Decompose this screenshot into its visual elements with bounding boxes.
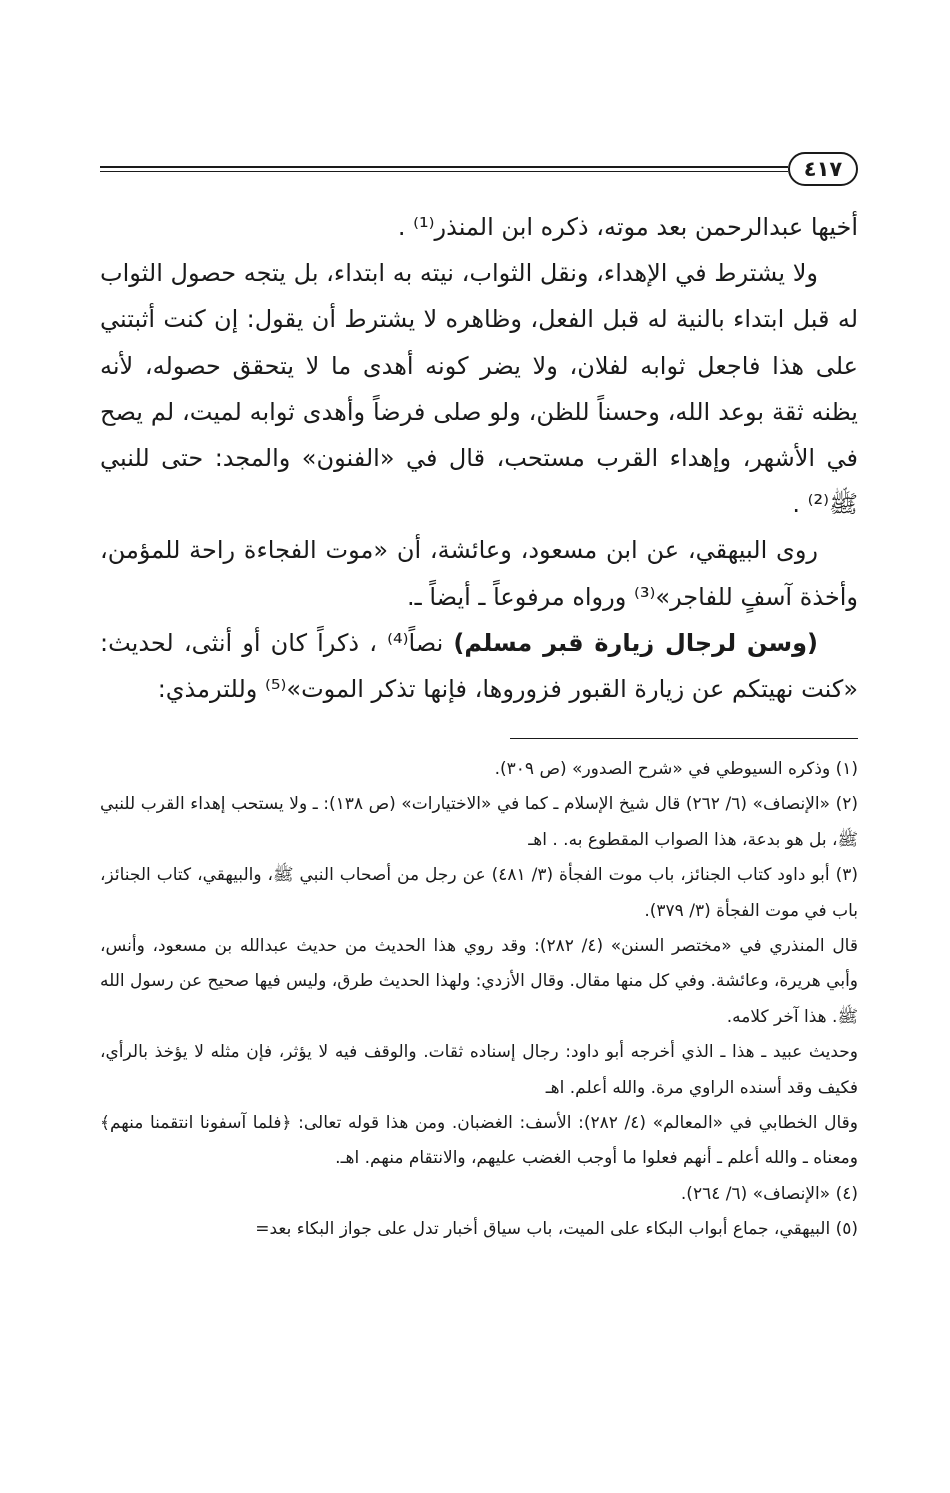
main-paragraph: ولا يشترط في الإهداء، ونقل الثواب، نيته به ابتداء، بل يتجه حصول الثواب له قبل ابتداء بالنية له قبل الفعل، وظاهره لا يشترط أن يقول: إن كنت أثبتني على هذا فاجعل ثوابه لفلان، ولا يضر كونه أهدى ما لا يتحقق حصوله، لأنه يظنه ثقة بوعد الله، وحسناً للظن، ولو صلى فرضاً وأهدى ثوابه لميت، لم يصح في الأشهر، وإهداء القرب مستحب، قال في «الفنون» والمجد: حتى للنبي ﷺ⁽²⁾ . (100, 259, 858, 519)
main-paragraph-rest: نصاً⁽⁴⁾ ، ذكراً كان أو أنثى، لحديث: «كنت نهيتكم عن زيارة القبور فزوروها، فإنها تذكر الموت»⁽⁵⁾ وللترمذي: (100, 628, 858, 704)
main-paragraph: روى البيهقي، عن ابن مسعود، وعائشة، أن «موت الفجاءة راحة للمؤمن، وأخذة آسفٍ للفاجر»⁽³⁾ ورواه مرفوعاً ـ أيضاً ـ. (100, 536, 858, 611)
footnote: (٥) البيهقي، جماع أبواب البكاء على الميت، باب سياق أخبار تدل على جواز البكاء بعد= (255, 1219, 858, 1240)
footnote: (٣) أبو داود كتاب الجنائز، باب موت الفجأة (٣/ ٤٨١) عن رجل من أصحاب النبي ﷺ، والبيهقي، كتاب الجنائز، باب في موت الفجأة (٣/ ٣٧٩). (100, 865, 858, 921)
footnote: وقال الخطابي في «المعالم» (٤/ ٢٨٢): الأسف: الغضبان. ومن هذا قوله تعالى: ﴿فلما آسفونا انتقمنا منهم﴾ ومعناه ـ والله أعلم ـ أنهم فعلوا ما أوجب الغضب عليهم، والانتقام منهم. اهـ. (100, 1113, 858, 1169)
matn-highlight: (وسن لرجال زيارة قبر مسلم) (453, 628, 819, 657)
footnote: (٤) «الإنصاف» (٦/ ٢٦٤). (680, 1183, 858, 1204)
page-number-badge: ٤١٧ (788, 152, 858, 186)
main-text (100, 204, 858, 712)
page-header (100, 152, 858, 188)
main-paragraph: أخيها عبدالرحمن بعد موته، ذكره ابن المنذر⁽¹⁾ . (397, 213, 858, 241)
header-rule-thin (100, 171, 788, 172)
footnote: (٢) «الإنصاف» (٦/ ٢٦٢) قال شيخ الإسلام ـ كما في «الاختيارات» (ص ١٣٨): ـ ولا يستحب إهداء القرب للنبي ﷺ، بل هو بدعة، هذا الصواب المقطوع به. . اهـ (100, 794, 858, 850)
footnotes (100, 752, 858, 1248)
main-paragraph (100, 620, 858, 712)
footnote-separator (510, 738, 858, 739)
footnote: وحديث عبيد ـ هذا ـ الذي أخرجه أبو داود: رجال إسناده ثقات. والوقف فيه لا يؤثر، فإن مثله لا يؤخذ بالرأي، فكيف وقد أسنده الراوي مرة. والله أعلم. اهـ (100, 1042, 858, 1098)
header-rule (100, 166, 788, 168)
footnote: قال المنذري في «مختصر السنن» (٤/ ٢٨٢): وقد روي هذا الحديث من حديث عبدالله بن مسعود، وأنس، وأبي هريرة، وعائشة. وفي كل منها مقال. وقال الأزدي: ولهذا الحديث طرق، وليس فيها صحيح عن رسول الله ﷺ. هذا آخر كلامه. (100, 936, 858, 1027)
footnote: (١) وذكره السيوطي في «شرح الصدور» (ص ٣٠٩). (494, 759, 858, 779)
